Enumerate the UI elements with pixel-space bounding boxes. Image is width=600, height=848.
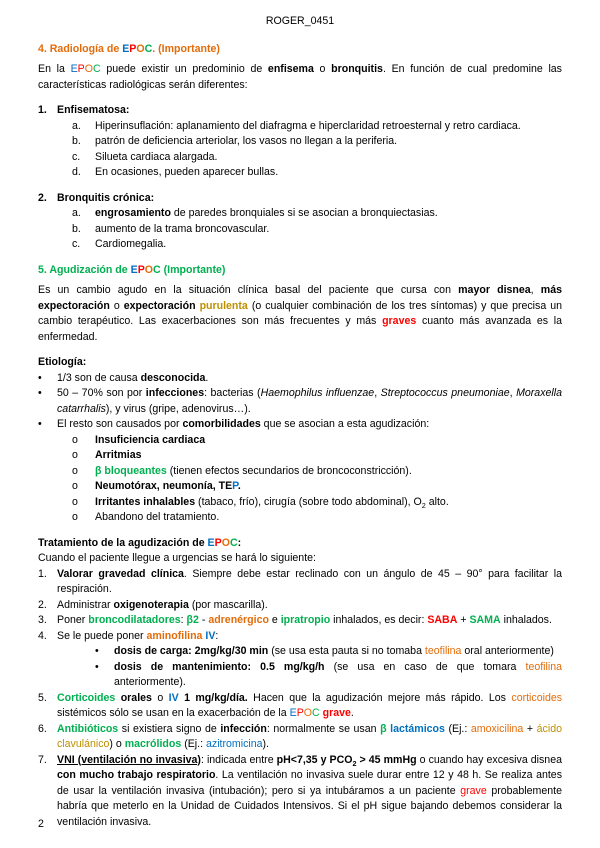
text-run: Arritmias	[95, 449, 142, 461]
text-run: Abandono del tratamiento.	[95, 511, 220, 523]
text-run: macrólidos	[124, 738, 182, 750]
text-content	[95, 165, 562, 181]
text-run: oxigenoterapia	[113, 598, 189, 611]
text-run: patrón de deficiencia arteriolar, los vasos no llegan a la periferia.	[95, 135, 398, 147]
text-run: o	[109, 299, 124, 312]
text-run: inhalados.	[500, 614, 552, 626]
text-content	[95, 433, 562, 449]
text-run: P	[137, 263, 145, 276]
text-run: E	[289, 707, 297, 719]
text-run: comorbilidades	[182, 418, 261, 430]
tratamiento-heading	[38, 536, 562, 552]
text-run: (Importante)	[160, 263, 226, 276]
text-run: :	[237, 536, 242, 549]
list-marker: •	[95, 660, 99, 673]
text-run: (tabaco, frío), cirugía (sobre todo abdominal), O	[195, 495, 422, 508]
text-run: aumento de la trama broncovascular.	[95, 222, 270, 235]
text-run: expectoración	[123, 299, 196, 312]
text-run: ) o	[109, 738, 125, 750]
text-run: Etiología:	[38, 356, 87, 368]
text-run: o	[313, 63, 332, 75]
list-marker: o	[72, 464, 78, 477]
text-run: purulenta	[199, 299, 248, 312]
text-run: En la	[38, 63, 71, 75]
text-run: ,	[530, 284, 541, 296]
sub-item	[38, 134, 562, 150]
sub-item	[38, 237, 562, 253]
text-run: Moraxella catarrhalis	[57, 387, 562, 415]
text-run: (Ej.:	[444, 722, 471, 735]
text-content	[38, 263, 562, 279]
text-run: 5. Agudización de	[38, 263, 131, 276]
section-4-heading	[38, 42, 562, 58]
text-run: teofilina	[424, 645, 462, 657]
text-run: mayor disnea	[458, 284, 531, 296]
dose-bullet	[38, 660, 562, 691]
list-marker: •	[38, 371, 42, 384]
text-run: o	[151, 691, 169, 704]
text-run: P	[77, 63, 85, 75]
text-run: C	[229, 536, 238, 549]
sub-item	[38, 206, 562, 222]
doc-header: ROGER_0451	[265, 15, 335, 27]
text-run: 4. Radiología de	[38, 42, 123, 55]
tratamiento-intro	[38, 551, 562, 567]
text-run: . En función de cual predomine las características radiológicas serán diferentes:	[38, 63, 562, 91]
text-run: ,	[374, 387, 381, 399]
text-run: (se usa en caso de que tomara	[324, 660, 526, 673]
text-run: e	[268, 614, 281, 626]
text-run: E	[207, 536, 215, 549]
text-run: aminofilina	[146, 629, 203, 642]
spacer	[38, 93, 562, 103]
bullet-item	[38, 417, 562, 433]
text-run: 50 – 70% son por	[57, 387, 146, 399]
list-marker: a.	[72, 207, 81, 219]
sub-item	[38, 222, 562, 238]
treatment-item	[38, 567, 562, 598]
text-run: β	[380, 722, 387, 735]
treatment-item	[38, 753, 562, 831]
list-marker: d.	[72, 166, 81, 178]
text-run: C	[93, 63, 101, 75]
text-run: SAMA	[469, 614, 501, 626]
text-run: anteriormente).	[114, 676, 186, 688]
sub-bullet-item	[38, 479, 562, 495]
doc-body	[38, 42, 562, 831]
list-marker: 1.	[38, 104, 47, 116]
text-run: enfisema	[267, 63, 314, 75]
text-run: > 45 mmHg	[356, 753, 417, 766]
text-content	[57, 753, 562, 831]
text-run: (se usa esta pauta si no tomaba	[268, 645, 425, 657]
list-marker: •	[38, 387, 42, 399]
text-run: β bloqueantes	[95, 464, 167, 477]
text-run: C	[312, 707, 320, 719]
text-content	[57, 629, 562, 645]
text-run: sistémicos sólo se usan en la exacerbación de la	[57, 707, 290, 719]
text-content	[38, 355, 562, 371]
bullet-item	[38, 386, 562, 417]
text-run: (o cualquier combinación de los tres síntomas) y que precisa un cambio terapéutico. Las exacerbaciones son más frecuentes y más	[38, 299, 562, 327]
list-marker: 2.	[38, 598, 47, 611]
treatment-item	[38, 722, 562, 753]
text-run: VNI (ventilación no invasiva)	[57, 753, 201, 766]
list-marker: c.	[72, 150, 81, 163]
text-content	[95, 237, 562, 253]
text-run: puede existir un predominio de	[100, 63, 268, 75]
text-run: Se le puede poner	[57, 629, 147, 642]
list-marker: o	[72, 495, 78, 508]
text-run: Hacen que la agudización mejore más rápido. Los	[247, 691, 512, 704]
text-run: β2	[186, 614, 199, 626]
text-run: Insuficiencia cardiaca	[95, 433, 206, 446]
text-content	[95, 448, 562, 464]
text-run: 1/3 son de causa	[57, 371, 141, 384]
list-marker: o	[72, 449, 78, 461]
text-content	[95, 222, 562, 238]
intro-paragraph	[38, 62, 562, 93]
text-run: o cuando hay excesiva disnea	[416, 753, 562, 766]
text-run: O	[136, 42, 145, 55]
text-run: Cardiomegalia.	[95, 238, 167, 250]
list-item-bronquitis	[38, 191, 562, 207]
text-run: : normalmente se usan	[266, 722, 381, 735]
text-run: .	[205, 371, 209, 384]
text-run: probablemente habría que meterlo en la Unidad de Cuidados Intensivos. Si el pH sigue bajando debemos considerar la ventilación invasiva.	[57, 784, 563, 828]
text-content	[38, 536, 562, 552]
text-run: de paredes bronquiales si se asocian a bronquiectasias.	[170, 207, 438, 219]
text-run: .	[237, 480, 241, 492]
list-marker: 3.	[38, 614, 47, 626]
treatment-item	[38, 629, 562, 645]
list-marker: 4.	[38, 629, 47, 642]
treatment-item	[38, 691, 562, 722]
text-content	[114, 644, 562, 660]
text-run: que se asocian a esta agudización:	[260, 418, 430, 430]
text-run: ácido clavulánico	[57, 722, 562, 750]
list-marker: o	[72, 511, 78, 523]
text-run: : bacterias (	[204, 387, 261, 399]
text-run: P	[232, 480, 238, 492]
text-run: P	[214, 536, 222, 549]
text-content	[95, 206, 562, 222]
text-run: Corticoides	[57, 691, 116, 704]
text-run: (tienen efectos secundarios de broncoconstricción).	[166, 464, 412, 477]
text-run: infecciones	[145, 387, 205, 399]
text-run: E	[130, 263, 138, 276]
sub-item	[38, 119, 562, 135]
text-content	[114, 660, 562, 691]
text-content	[95, 479, 562, 495]
text-run: broncodilatadores	[88, 614, 181, 626]
text-run: con mucho trabajo respiratorio	[57, 769, 216, 781]
text-run: 2	[421, 500, 426, 510]
text-run: IV	[168, 691, 179, 704]
text-run: ).	[262, 738, 270, 750]
text-run: :	[215, 629, 219, 642]
sub-bullet-item	[38, 433, 562, 449]
text-content	[57, 417, 562, 433]
list-item-enfisematosa	[38, 103, 562, 119]
text-run: grave	[460, 784, 487, 797]
text-run: infección	[220, 722, 267, 735]
text-run: +	[457, 614, 470, 626]
text-run: Streptococcus pneumoniae	[380, 387, 510, 399]
sub-bullet-item	[38, 510, 562, 526]
list-marker: b.	[72, 135, 81, 147]
dose-bullet	[38, 644, 562, 660]
text-content	[95, 134, 562, 150]
text-run: C	[153, 263, 161, 276]
text-run: ipratropio	[280, 614, 331, 626]
text-run: . Siempre debe estar reclinado con un ángulo de 45 – 90° para facilitar la respiración.	[57, 567, 562, 595]
text-content	[95, 150, 562, 166]
text-run: Neumotórax, neumonía, TE	[95, 480, 233, 492]
text-content	[95, 510, 562, 526]
sub-bullet-item	[38, 495, 562, 511]
text-run: graves	[382, 315, 417, 327]
text-run: -	[198, 614, 209, 626]
text-content	[57, 103, 562, 119]
text-run: . La ventilación no invasiva suele durar entre 12 y 48 h. Se realiza antes de usar la ventilación invasiva (intubación); pero si ya intubáramos a un paciente	[57, 769, 562, 797]
text-run: dosis de mantenimiento: 0.5 mg/kg/h	[114, 660, 325, 673]
text-run: Hiperinsuflación: aplanamiento del diafragma e hiperclaridad retroesternal y retro cardiaca.	[95, 119, 521, 132]
text-content	[57, 598, 562, 614]
text-run: O	[303, 707, 313, 719]
text-run: ,	[509, 387, 517, 399]
text-run: dosis de carga: 2mg/kg/30 min	[114, 645, 269, 657]
text-run: 1 mg/kg/día.	[178, 691, 248, 704]
text-run: Cuando el paciente llegue a urgencias se hará lo siguiente:	[38, 552, 316, 564]
text-run: :	[180, 614, 187, 626]
text-run: más expectoración	[38, 284, 562, 312]
etiologia-heading	[38, 355, 562, 371]
bullet-item	[38, 371, 562, 387]
treatment-item	[38, 613, 562, 629]
text-run: corticoides	[511, 691, 563, 704]
list-marker: b.	[72, 222, 81, 235]
text-run: engrosamiento	[95, 207, 171, 219]
text-run: oral anteriormente)	[461, 645, 554, 657]
list-marker: o	[72, 480, 78, 492]
spacer	[38, 253, 562, 263]
text-run: ), y virus (gripe, adenovirus…).	[105, 402, 251, 415]
text-content	[57, 722, 562, 753]
text-content	[95, 464, 562, 480]
sub-item	[38, 165, 562, 181]
list-marker: 1.	[38, 567, 47, 580]
text-run: si existiera signo de	[118, 722, 221, 735]
agudizacion-paragraph	[38, 283, 562, 345]
text-content	[38, 62, 562, 93]
text-run: Haemophilus influenzae	[260, 387, 375, 399]
text-content	[38, 283, 562, 345]
list-marker: •	[38, 418, 42, 430]
text-run: O	[221, 536, 230, 549]
text-run: teofilina	[525, 660, 563, 673]
text-run: Bronquitis crónica:	[57, 191, 155, 204]
text-run: +	[523, 722, 537, 735]
text-run: . (Importante)	[152, 42, 220, 55]
text-run: (por mascarilla).	[188, 598, 268, 611]
text-run: azitromicina	[206, 738, 263, 750]
list-marker: c.	[72, 238, 81, 250]
text-run: desconocida	[140, 371, 206, 384]
list-marker: 7.	[38, 753, 47, 766]
text-run: IV	[205, 629, 216, 642]
spacer	[38, 526, 562, 536]
spacer	[38, 181, 562, 191]
text-run: El resto son causados por	[57, 418, 183, 430]
text-run: cuanto más avanzada es la enfermedad.	[38, 315, 563, 343]
text-run: P	[129, 42, 137, 55]
text-run: lactámicos	[386, 722, 445, 735]
text-run: pH<7,35 y PCO	[276, 753, 353, 766]
text-content	[57, 386, 562, 417]
text-run: inhalados, es decir:	[330, 614, 428, 626]
text-run: (Ej.:	[181, 738, 206, 750]
text-run: grave	[322, 707, 351, 719]
text-run: Administrar	[57, 598, 114, 611]
text-content	[57, 691, 562, 722]
text-run: P	[296, 707, 304, 719]
text-content	[57, 371, 562, 387]
text-content	[38, 42, 562, 58]
text-content	[57, 191, 562, 207]
text-run: : indicada entre	[200, 753, 277, 766]
text-run: SABA	[427, 614, 458, 626]
treatment-item	[38, 598, 562, 614]
text-run: bronquitis	[331, 63, 383, 75]
list-marker: •	[95, 645, 99, 657]
sub-item	[38, 150, 562, 166]
text-run: .	[350, 707, 354, 719]
list-marker: a.	[72, 119, 81, 132]
page-number: 2	[38, 817, 44, 830]
text-run: C	[144, 42, 153, 55]
sub-bullet-item	[38, 464, 562, 480]
list-marker: 5.	[38, 691, 47, 704]
text-run: Es un cambio agudo en la situación clínica basal del paciente que cursa con	[38, 284, 459, 296]
text-run: E	[122, 42, 130, 55]
text-run: En ocasiones, pueden aparecer bullas.	[95, 166, 279, 178]
sub-bullet-item	[38, 448, 562, 464]
text-run: orales	[120, 691, 152, 704]
text-run: Antibióticos	[57, 722, 119, 735]
text-run: Irritantes inhalables	[95, 495, 196, 508]
text-run: Valorar gravedad clínica	[57, 567, 184, 580]
text-content	[57, 613, 562, 629]
text-content	[95, 119, 562, 135]
text-run: Silueta cardiaca alargada.	[95, 150, 218, 163]
list-marker: 6.	[38, 722, 47, 735]
list-marker: 2.	[38, 191, 47, 204]
text-content	[38, 551, 562, 567]
text-run: 2	[352, 758, 357, 768]
text-content	[57, 567, 562, 598]
text-run: alto.	[425, 495, 449, 508]
document-content	[38, 14, 562, 830]
text-run: Enfisematosa:	[57, 104, 130, 116]
text-run: adrenérgico	[208, 614, 269, 626]
text-run: O	[144, 263, 154, 276]
section-5-heading	[38, 263, 562, 279]
text-run: Poner	[57, 614, 89, 626]
text-run: Tratamiento de la agudización de	[38, 536, 208, 549]
list-marker: o	[72, 433, 78, 446]
text-run: E	[70, 63, 78, 75]
text-run: amoxicilina	[470, 722, 524, 735]
text-content	[95, 495, 562, 511]
spacer	[38, 345, 562, 355]
text-run: O	[84, 63, 93, 75]
